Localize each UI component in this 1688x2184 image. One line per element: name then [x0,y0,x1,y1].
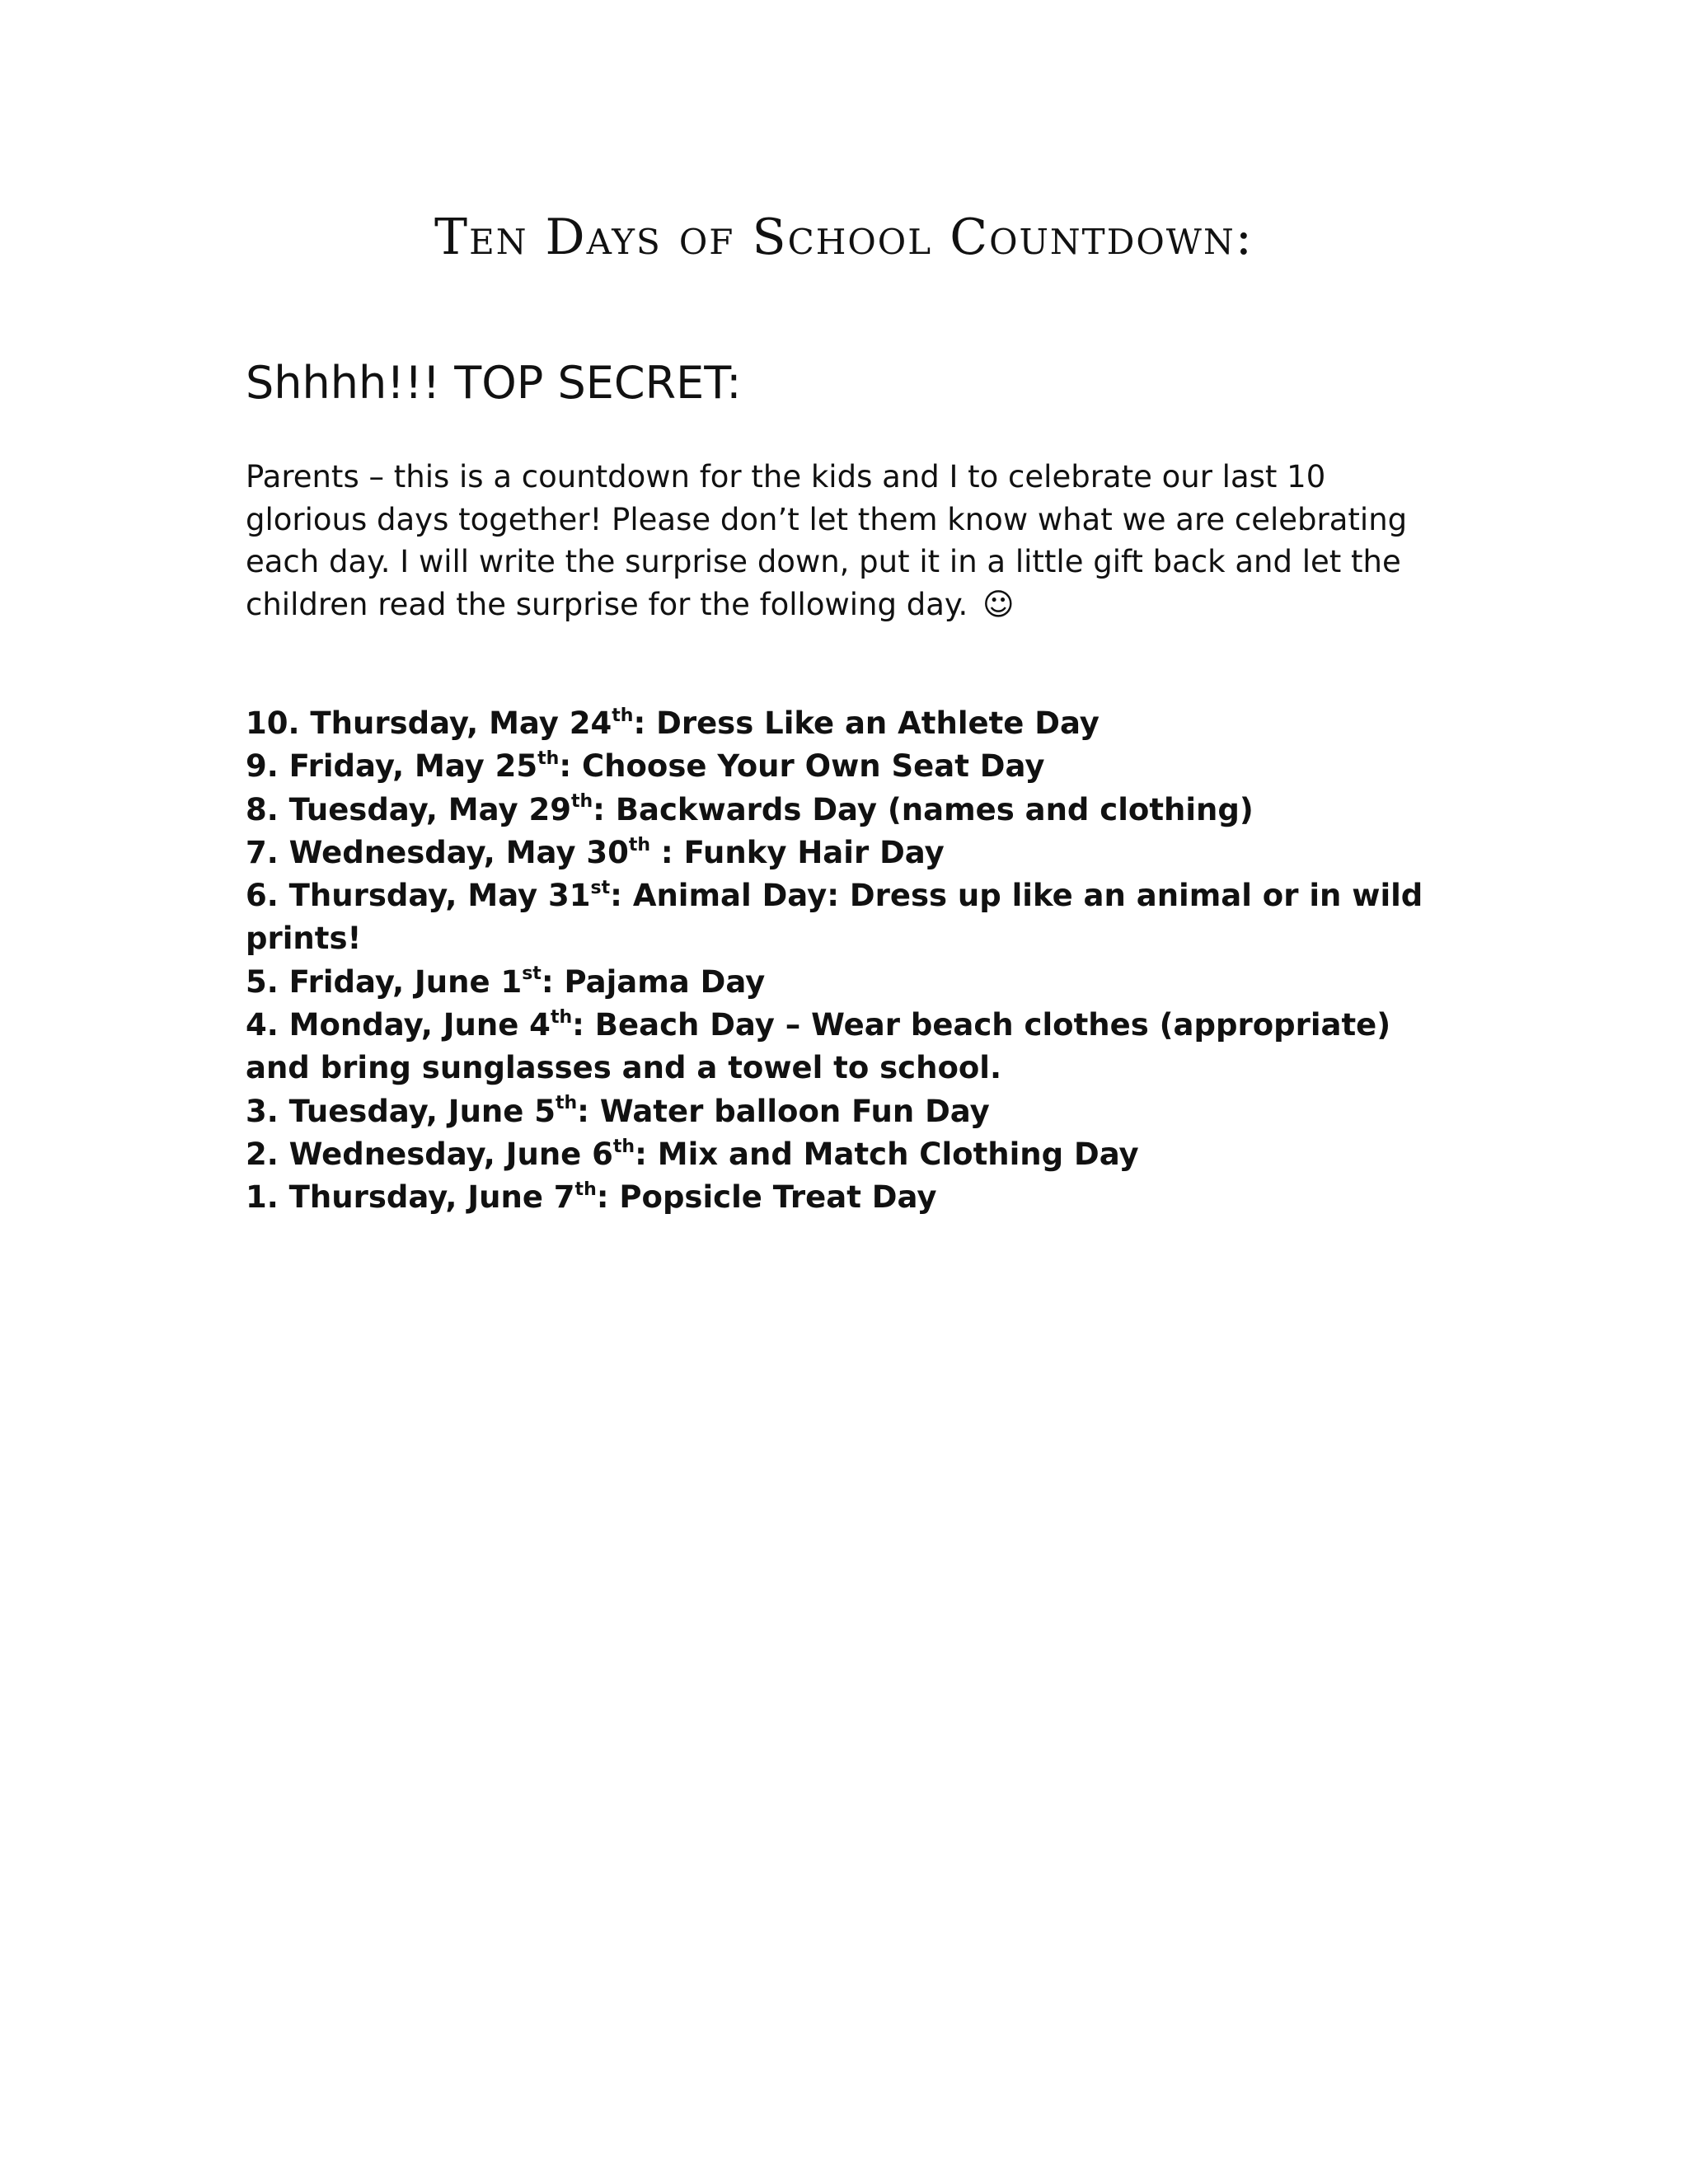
countdown-item-ordinal: th [612,1136,635,1157]
countdown-item [246,874,1457,961]
countdown-item-ordinal: st [590,877,611,898]
countdown-item-separator: : [610,878,622,914]
countdown-item-separator: : [593,791,605,827]
countdown-item [246,702,1457,745]
countdown-item [246,961,1457,1004]
countdown-item-date: 1. Thursday, June 7 [246,1179,575,1216]
countdown-item [246,1090,1457,1133]
intro-text: Parents – this is a countdown for the kids and I to celebrate our last 10 glorious days together! Please don’t let them know what we are celebrating each day. I will write the surprise down, put it in a little gift back and let the children read the surprise for the following day. [246,459,1408,622]
countdown-item-ordinal: th [628,834,651,855]
countdown-item-activity: Funky Hair Day [673,834,945,870]
countdown-item-separator: : [541,963,554,1000]
countdown-item [246,789,1457,832]
countdown-item-ordinal: th [550,1006,573,1028]
countdown-item-separator: : [650,834,673,870]
countdown-item-ordinal: th [612,705,634,726]
countdown-item-separator: : [577,1093,589,1129]
page-title: Ten Days of School Countdown: [434,209,1254,266]
countdown-item-separator: : [633,705,646,741]
countdown-item-date: 8. Tuesday, May 29 [246,791,571,827]
countdown-item-date: 4. Monday, June 4 [246,1007,551,1043]
countdown-item-activity: Water balloon Fun Day [588,1093,990,1129]
countdown-item [246,1176,1457,1219]
countdown-item-separator: : [572,1007,584,1043]
countdown-item-separator: : [596,1179,609,1216]
countdown-item-separator: : [635,1136,647,1172]
countdown-item-ordinal: th [555,1093,578,1114]
countdown-item-activity: Beach Day – Wear beach clothes (appropriate) and bring sunglasses and a towel to school. [246,1007,1391,1086]
countdown-item [246,832,1457,874]
page-subtitle: Shhhh!!! TOP SECRET: [246,357,742,409]
countdown-item-date: 6. Thursday, May 31 [246,878,591,914]
countdown-item-activity: Mix and Match Clothing Day [646,1136,1139,1172]
countdown-item-date: 5. Friday, June 1 [246,963,523,1000]
countdown-item-activity: Choose Your Own Seat Day [571,748,1045,785]
countdown-item-date: 10. Thursday, May 24 [246,705,612,741]
countdown-list [246,702,1457,1220]
countdown-item [246,1004,1457,1090]
countdown-item-date: 2. Wednesday, June 6 [246,1136,613,1172]
countdown-item-ordinal: th [574,1179,597,1200]
countdown-item-date: 7. Wednesday, May 30 [246,834,629,870]
countdown-item-date: 9. Friday, May 25 [246,748,538,785]
countdown-item [246,1133,1457,1176]
countdown-item-activity: Dress Like an Athlete Day [645,705,1100,741]
smiley-icon: ☺ [982,586,1015,622]
countdown-item-ordinal: st [522,963,542,985]
countdown-item-activity: Animal Day: Dress up like an animal or in wild prints! [246,878,1423,957]
countdown-item-activity: Popsicle Treat Day [608,1179,937,1216]
countdown-item-ordinal: th [537,748,560,769]
countdown-item-date: 3. Tuesday, June 5 [246,1093,556,1129]
intro-paragraph [246,456,1432,626]
countdown-item-separator: : [559,748,572,785]
countdown-item-activity: Backwards Day (names and clothing) [604,791,1254,827]
countdown-item [246,745,1457,788]
countdown-item-ordinal: th [570,791,593,813]
countdown-item-activity: Pajama Day [553,963,766,1000]
